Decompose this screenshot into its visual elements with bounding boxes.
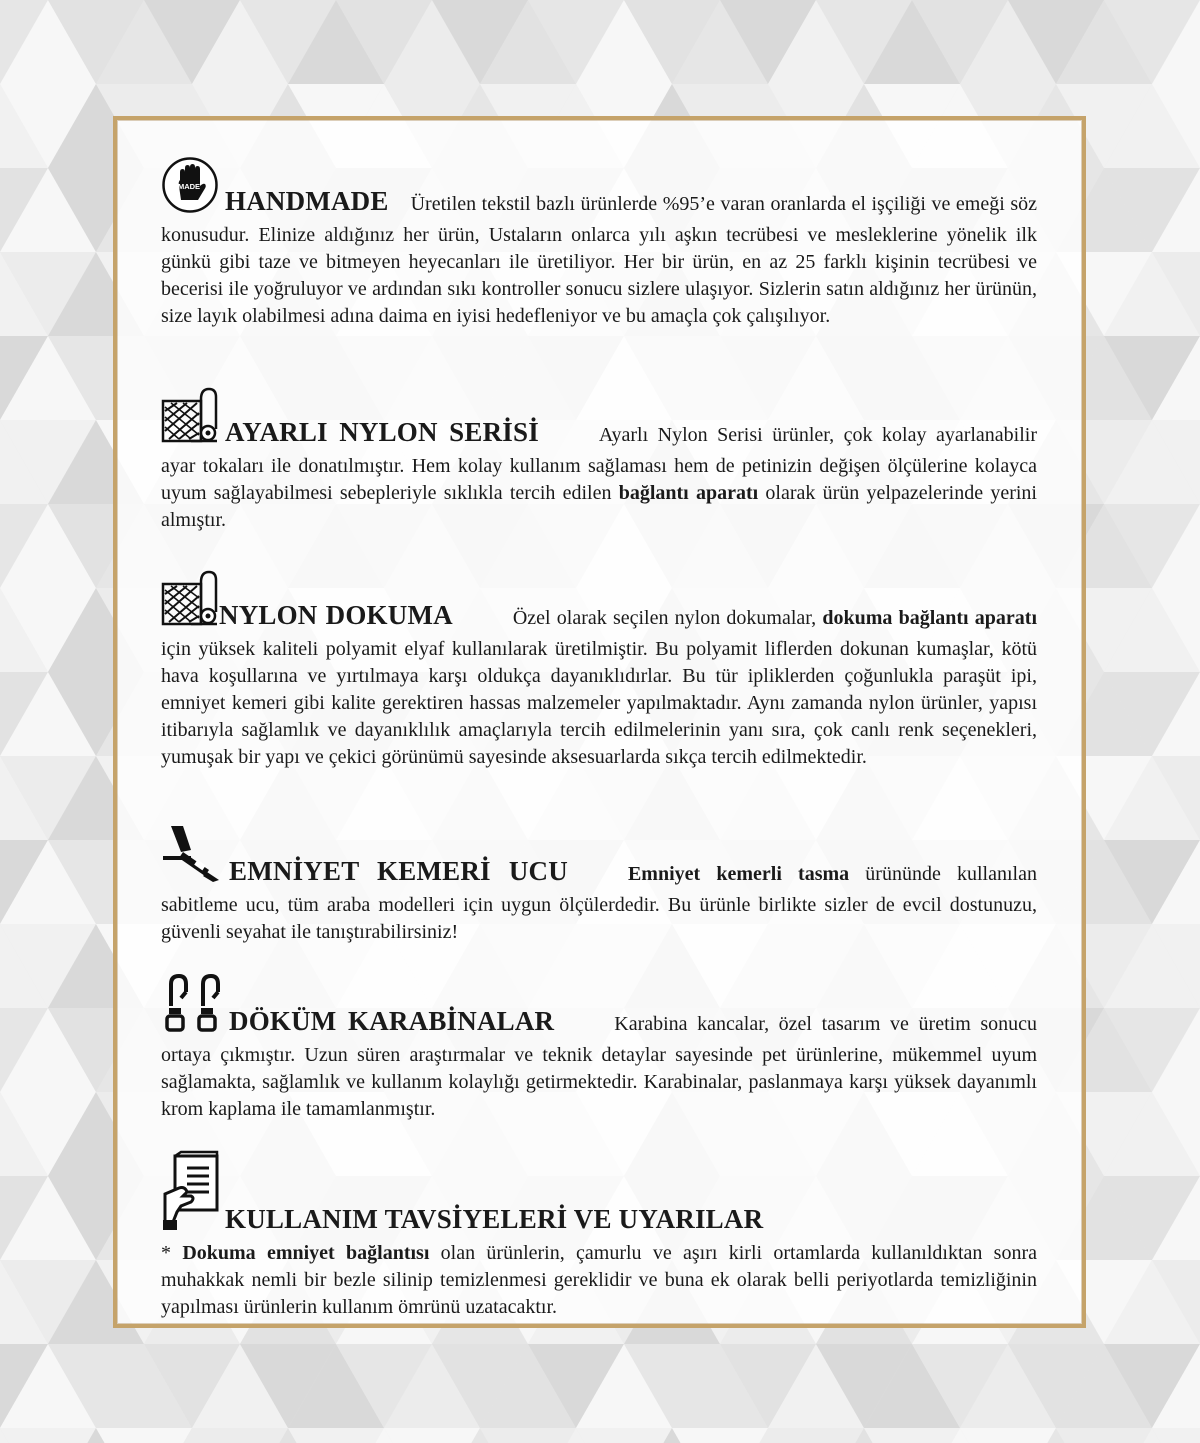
bg-triangle (480, 1428, 576, 1443)
bg-triangle (96, 1428, 192, 1443)
section-title: NYLON DOKUMA (219, 600, 453, 630)
section-nylon-dokuma (161, 568, 1037, 771)
text-run: için yüksek kaliteli polyamit elyaf kullanılarak üretilmiştir. Bu polyamit liflerden dokunan kumaşlar, kötü hava koşullarına ve yırtılmaya karşı oldukça dayanıklıdırlar. Bu tür ipliklerden çoğunlukla paraşüt ipi, emniyet kemeri gibi kalite gerektiren hassas malzemeler yapılmaktadır. Aynı zamanda nylon ürünler, yapısı itibarıyla sağlamlık ve dayanıklılık amaçlarıyla tercih edilmelerinin yanı sıra, çok canlı renk seçenekleri, yumuşak bir yapı ve çekici görünümü sayesinde aksesuarlarda sıkça tercih edilmektedir. (161, 638, 1037, 768)
bold-phrase: bağlantı aparatı (618, 482, 759, 504)
section-title: AYARLI NYLON SERİSİ (225, 417, 539, 447)
text-run: Üretilen tekstil bazlı ürünlerde %95’e varan oranlarda el işçiliği ve emeği söz konusudur. Elinize aldığınız her ürün, Ustaların onlarca yılı aşkın tecrübesi ve mesleklerine yönelik ilk günkü gibi taze ve bitmeyen heyecanları ile üretiliyor. Her bir ürün, en az 25 farklı kişinin tecrübesi ve becerisi ile yoğruluyor ve ardından sıkı kontroller sonucu sizlere ulaşıyor. Sizlerin satın aldığınız her ürünün, size layık olabilmesi adına daima en iyisi hedefleniyor ve bu amaçla çok çalışılıyor. (161, 193, 1037, 327)
seatbelt-icon (161, 822, 223, 892)
made-hand-icon (161, 156, 219, 222)
section-body (161, 1242, 1037, 1318)
document-hand-icon (161, 1150, 221, 1240)
bold-phrase: Dokuma emniyet bağlantısı (182, 1242, 430, 1264)
info-card (113, 116, 1086, 1328)
section-title: EMNİYET KEMERİ UCU (229, 856, 568, 886)
section-ayarli-nylon (161, 385, 1037, 534)
svg-text:MADE: MADE (177, 182, 201, 191)
bold-phrase: dokuma bağlantı aparatı (822, 607, 1038, 629)
bg-triangle (960, 1428, 1056, 1443)
bg-triangle (384, 1428, 480, 1443)
section-title: KULLANIM TAVSİYELERİ VE UYARILAR (225, 1204, 764, 1234)
bg-triangle (768, 1428, 864, 1443)
bold-phrase: Emniyet kemerli tasma (627, 863, 850, 885)
text-run: olan ürünlerin, çamurlu ve aşırı kirli ortamlarda kullanıldıktan sonra muhakkak nemli bir bezle silinip temizlenmesi gereklidir ve buna ek olarak belli periyotlarda temizliğinin yapılması ürünlerin kullanım ömrünü uzatacaktır. (161, 1242, 1038, 1318)
section-dokum-karabinalar (161, 972, 1037, 1123)
text-run: Ayarlı Nylon Serisi ürünler, çok kolay ayarlanabilir ayar tokaları ile donatılmıştır. Hem kolay kullanım sağlaması hem de petinizin değişen ölçülerine kolayca uyum sağlayabilmesi sebepleriyle sıklıkla tercih edilen (161, 424, 1037, 504)
text-run: ürününde kullanılan sabitleme ucu, tüm araba modelleri için uygun ölçülerdedir. Bu ürünle birlikte sizler de evcil dostunuzu, güvenli seyahat ile tanıştırabilirsiniz! (161, 863, 1037, 943)
bg-triangle (864, 1428, 960, 1443)
text-run: olarak ürün yelpazelerinde yerini almıştır. (161, 482, 1037, 531)
carabiner-icon (161, 972, 223, 1042)
fabric-roll-icon (161, 385, 219, 453)
bg-triangle (192, 1428, 288, 1443)
bg-triangle (288, 1428, 384, 1443)
bg-triangle (672, 1428, 768, 1443)
section-title: HANDMADE (225, 186, 389, 216)
bg-triangle (1056, 1428, 1152, 1443)
section-kullanim (161, 1150, 1037, 1321)
bg-triangle (0, 1428, 96, 1443)
text-run: * (161, 1242, 183, 1264)
fabric-roll-icon (161, 568, 219, 636)
text-run: Karabina kancalar, özel tasarım ve üretim sonucu ortaya çıkmıştır. Uzun süren araştırmalar ve teknik detaylar sayesinde pet ürünlerine, mükemmel uyum sağlamakta, sağlamlık ve kullanım kolaylığı getirmektedir. Karabinalar, paslanmaya karşı yüksek dayanımlı krom kaplama ile tamamlanmıştır. (161, 1013, 1038, 1120)
bg-triangle (576, 1428, 672, 1443)
section-body (161, 607, 1037, 768)
section-emniyet-kemeri (161, 822, 1037, 946)
section-title: DÖKÜM KARABİNALAR (229, 1006, 555, 1036)
text-run: Özel olarak seçilen nylon dokumalar, (512, 607, 823, 629)
section-handmade (161, 156, 1037, 330)
